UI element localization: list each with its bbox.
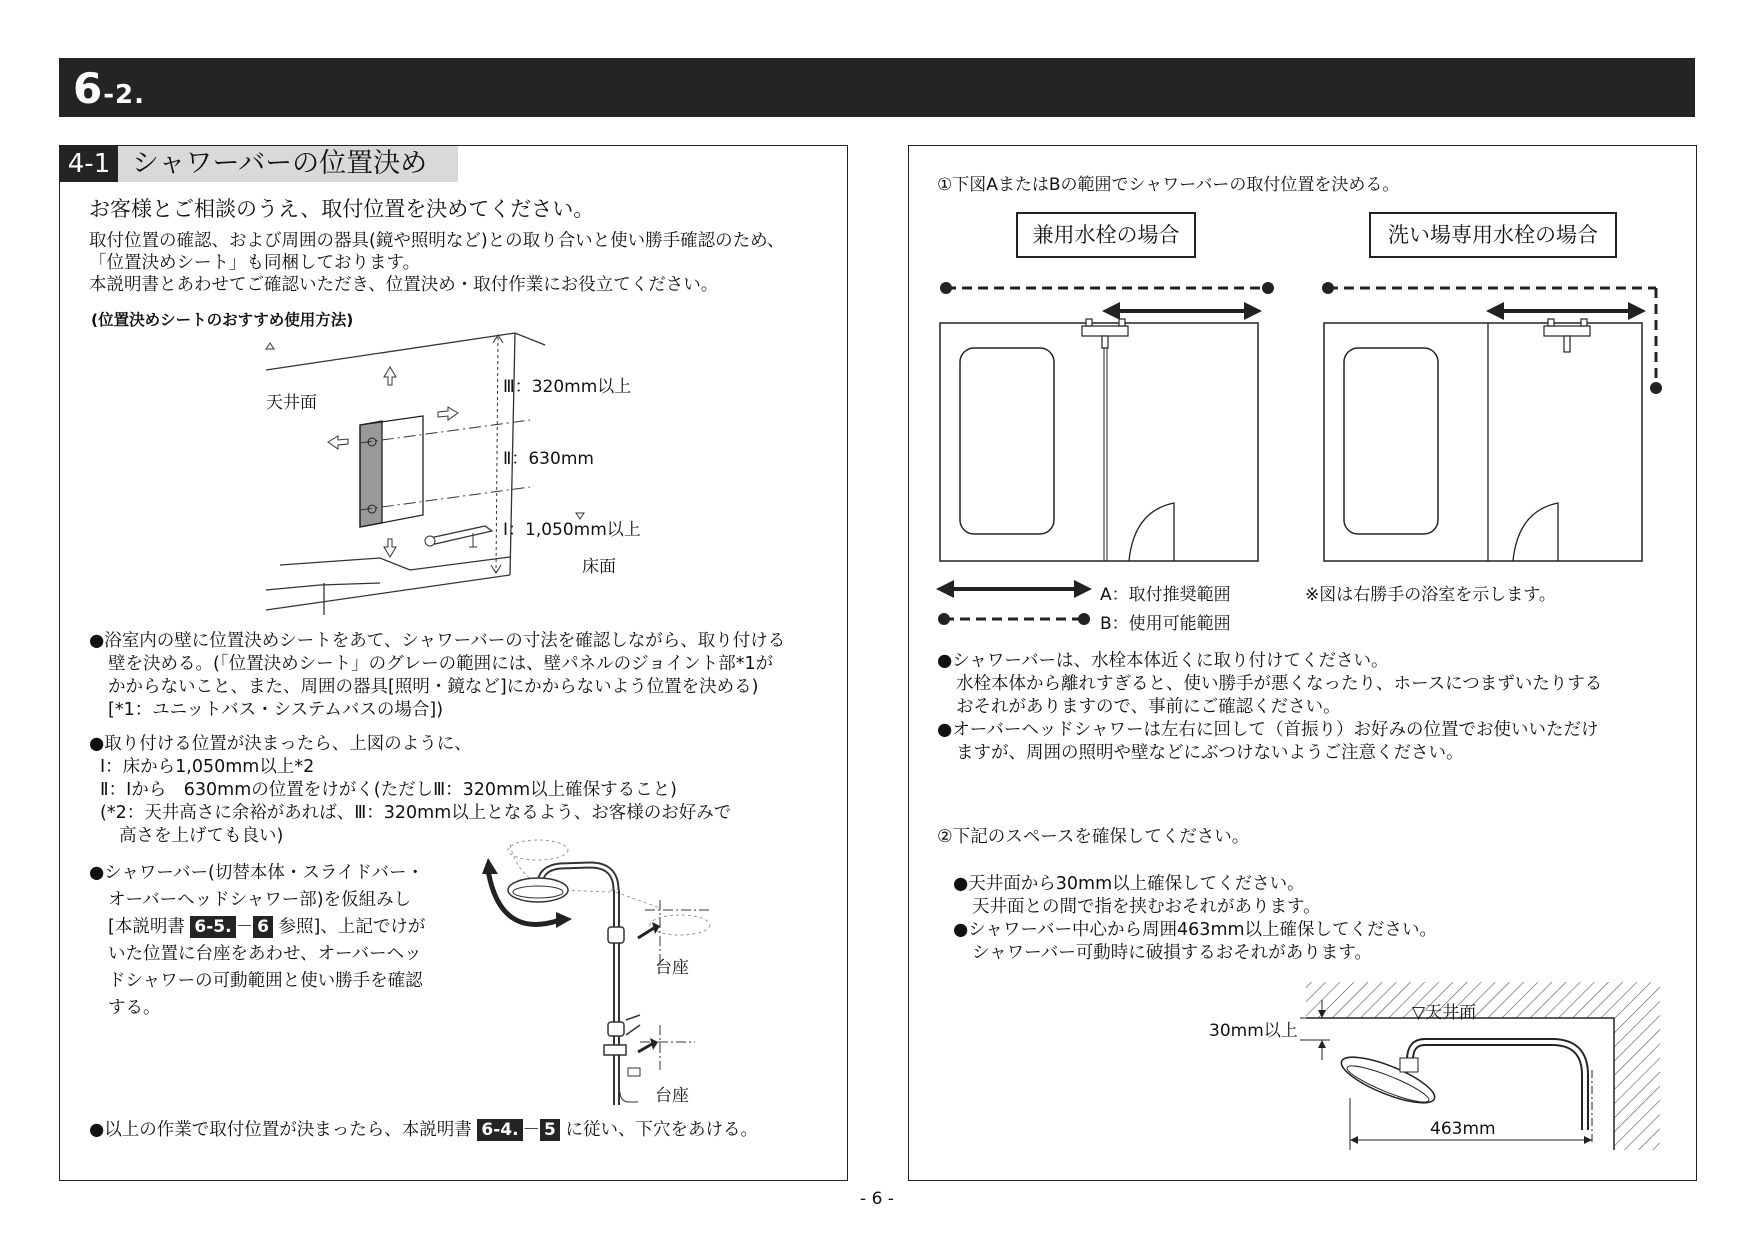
bullet-1-line: [*1：ユニットバス・システムバスの場合]) xyxy=(108,700,444,720)
dimension-3: Ⅲ：320mm以上 xyxy=(503,377,632,397)
section-title: シャワーバーの位置決め xyxy=(118,146,458,182)
bullet-2-line: 高さを上げても良い) xyxy=(119,826,284,846)
radius-dimension-label: 463mm xyxy=(1430,1119,1496,1139)
right-bullet-line: ●オーバーヘッドシャワーは左右に回して（首振り）お好みの位置でお使いいただけ xyxy=(937,720,1599,740)
bullet-3-line xyxy=(89,914,425,941)
bullet-3 xyxy=(89,860,425,1022)
dimension-1: Ⅰ：1,050mm以上 xyxy=(503,520,641,540)
ref-dash: － xyxy=(522,1120,541,1140)
intro-line-2: 「位置決めシート」も同梱しております。 xyxy=(89,253,421,273)
gap-dimension-label: 30mm以上 xyxy=(1209,1021,1298,1041)
floor-label: 床面 xyxy=(582,557,616,577)
bullet-1-line: 壁を決める。(「位置決めシート」のグレーの範囲には、壁パネルのジョイント部*1が xyxy=(108,654,774,674)
bullet-1-line: ●浴室内の壁に位置決めシートをあて、シャワーバーの寸法を確認しながら、取り付ける xyxy=(89,631,786,651)
right-bullet-line: 水栓本体から離れすぎると、使い勝手が悪くなったり、ホースにつまずいたりする xyxy=(956,674,1603,694)
section-sub: -2. xyxy=(103,80,145,110)
bullet-3-line: オーバーヘッドシャワー部)を仮組みし xyxy=(108,890,412,910)
bullet-3-line: する。 xyxy=(108,998,161,1018)
bullet-4 xyxy=(89,1118,758,1142)
ref-badge: 6-5. xyxy=(190,916,235,938)
case-b-box: 洗い場専用水栓の場合 xyxy=(1369,212,1617,258)
legend-dotted-b xyxy=(934,608,1094,630)
intro-line-1: 取付位置の確認、および周囲の器具(鏡や照明など)との取り合いと使い勝手確認のため、 xyxy=(89,231,785,251)
ref-badge: 6-4. xyxy=(477,1119,522,1141)
legend-a-label: A：取付推奨範囲 xyxy=(1100,585,1231,605)
section-main: 6 xyxy=(73,64,104,113)
bullet-3-text: [本説明書 xyxy=(108,917,185,937)
bullet-3-line: いた位置に台座をあわせ、オーバーヘッ xyxy=(108,944,422,964)
right-bullet-line: 天井面との間で指を挟むおそれがあります。 xyxy=(972,897,1321,917)
ref-badge: 5 xyxy=(540,1119,560,1141)
right-bullet-line: ●天井面から30mm以上確保してください。 xyxy=(953,874,1305,894)
bathroom-diagram-b xyxy=(1318,275,1678,565)
step-1: ①下図AまたはBの範囲でシャワーバーの取付位置を決める。 xyxy=(937,175,1400,195)
right-bullet-line: ますが、周囲の照明や壁などにぶつけないようご注意ください。 xyxy=(956,743,1464,763)
legend-arrow-a xyxy=(934,578,1094,600)
bullet-2-line: ●取り付ける位置が決まったら、上図のように、 xyxy=(89,734,472,754)
section-number xyxy=(73,64,145,113)
right-bullet-line: おそれがありますので、事前にご確認ください。 xyxy=(956,697,1341,717)
intro-line-3: 本説明書とあわせてご確認いただき、位置決め・取付作業にお役立てください。 xyxy=(89,275,719,295)
right-bullets-1 xyxy=(937,650,1602,765)
right-bullet-line: シャワーバー可動時に破損するおそれがあります。 xyxy=(972,943,1372,963)
header-bar xyxy=(59,58,1695,117)
bullet-1 xyxy=(89,630,785,722)
positioning-sheet-figure xyxy=(260,325,680,615)
ref-badge: 6 xyxy=(253,916,273,938)
ceiling-label: 天井面 xyxy=(266,393,317,413)
arrow-right-icon xyxy=(438,407,458,420)
lead-text: お客様とご相談のうえ、取付位置を決めてください。 xyxy=(89,197,595,221)
base-label-lower: 台座 xyxy=(655,1086,689,1106)
arrow-down-icon xyxy=(384,539,396,557)
legend-b-label: B：使用可能範囲 xyxy=(1100,614,1231,634)
step-2: ②下記のスペースを確保してください。 xyxy=(937,827,1250,847)
bathroom-diagram-a xyxy=(934,275,1274,565)
sheet-gray-area xyxy=(360,421,382,527)
arrow-icon xyxy=(638,1044,652,1052)
bullet-1-line: かからないこと、また、周囲の器具[照明・鏡など]にかからないよう位置を決める) xyxy=(108,677,759,697)
page-number: - 6 - xyxy=(860,1189,894,1209)
section-badge: 4-1 xyxy=(60,146,118,182)
base-label-upper: 台座 xyxy=(655,958,689,978)
handedness-note: ※図は右勝手の浴室を示します。 xyxy=(1305,585,1556,605)
bullet-2-line: Ⅱ：Ⅰから 630mmの位置をけがく(ただしⅢ：320mm以上確保すること) xyxy=(100,780,677,800)
right-bullet-line: ●シャワーバー中心から周囲463mm以上確保してください。 xyxy=(953,920,1438,940)
ref-dash: － xyxy=(235,917,254,937)
bullet-4-text: ●以上の作業で取付位置が決まったら、本説明書 xyxy=(89,1120,472,1140)
faucet-icon xyxy=(1544,319,1590,352)
arrow-left-icon xyxy=(328,436,348,449)
bullet-2-line: (*2：天井高さに余裕があれば、Ⅲ：320mm以上となるよう、お客様のお好みで xyxy=(100,803,732,823)
bullet-2-line: Ⅰ：床から1,050mm以上*2 xyxy=(100,757,315,777)
bullet-3-line: ドシャワーの可動範囲と使い勝手を確認 xyxy=(108,971,423,991)
bullet-4-text: に従い、下穴をあける。 xyxy=(565,1120,758,1140)
ceiling-marker-label: ▽天井面 xyxy=(1412,1003,1477,1023)
right-bullet-line: ●シャワーバーは、水栓本体近くに取り付けてください。 xyxy=(937,651,1389,671)
right-bullets-2 xyxy=(953,873,1437,965)
arrow-icon xyxy=(638,928,654,938)
dimension-2: Ⅱ：630mm xyxy=(503,449,594,469)
bullet-3-text: 参照]、上記でけが xyxy=(278,917,426,937)
case-a-box: 兼用水栓の場合 xyxy=(1016,212,1196,258)
bullet-3-line: ●シャワーバー(切替本体・スライドバー・ xyxy=(89,863,424,883)
faucet-icon xyxy=(430,526,492,544)
arrow-up-icon xyxy=(384,367,396,385)
method-heading: (位置決めシートのおすすめ使用方法) xyxy=(91,311,354,329)
shower-head-icon xyxy=(1336,1048,1439,1111)
